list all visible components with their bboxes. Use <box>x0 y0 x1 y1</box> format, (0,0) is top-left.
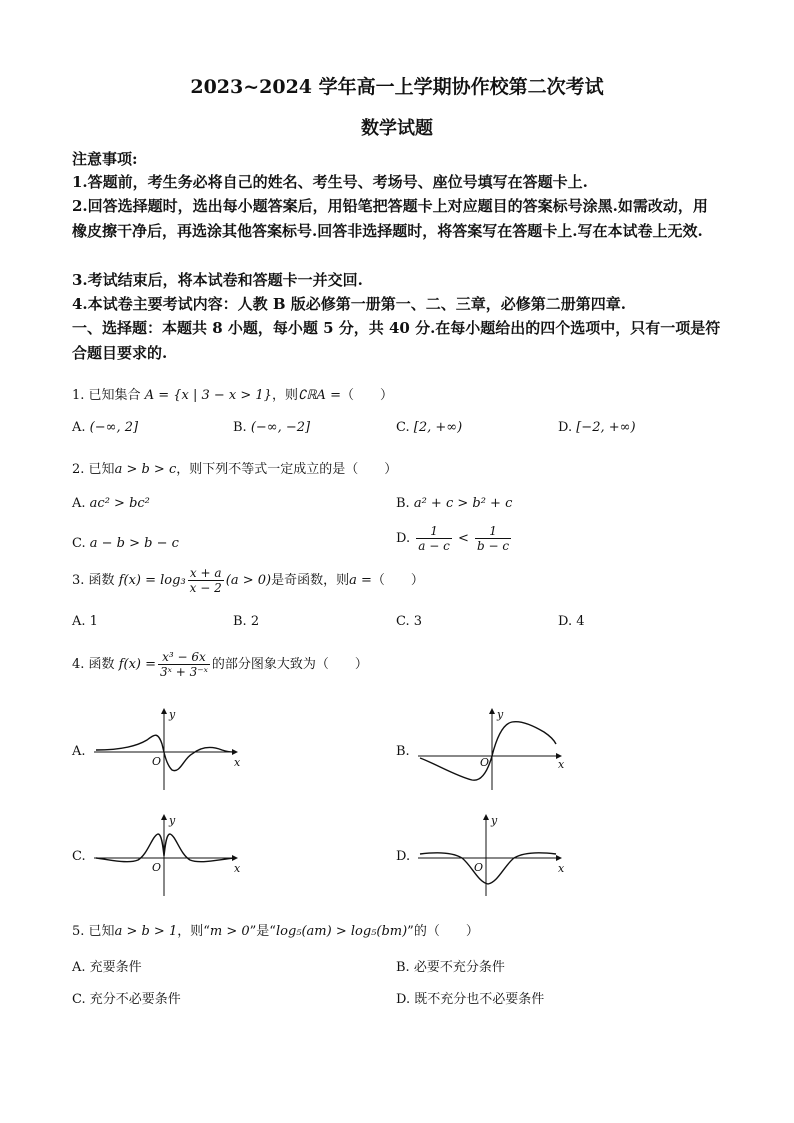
option-letter: B. <box>396 496 410 511</box>
q2-option-c <box>72 536 179 551</box>
notes-heading: 注意事项: <box>72 150 138 168</box>
fraction-numerator: 1 <box>475 524 511 539</box>
option-letter: D. <box>558 420 573 435</box>
x-axis-arrow <box>556 855 562 861</box>
q2-option-a <box>72 496 150 511</box>
graph-a <box>92 706 252 792</box>
question-number: 1. <box>72 388 85 403</box>
ask-expression: a = <box>349 573 372 588</box>
question-paren: （ ） <box>371 573 424 588</box>
y-axis-arrow <box>161 814 167 820</box>
exam-title: 2023~2024 学年高一上学期协作校第二次考试 <box>190 76 604 98</box>
option-text: 1 <box>89 614 98 629</box>
fraction <box>416 524 452 553</box>
question-3 <box>72 566 424 595</box>
option-letter: B. <box>233 614 247 629</box>
fraction-numerator: x + a <box>188 566 224 581</box>
option-text: 充要条件 <box>89 960 142 975</box>
fraction-denominator: b − c <box>476 539 510 553</box>
option-letter: A. <box>72 420 86 435</box>
q5-option-b <box>396 956 505 975</box>
option-text: 4 <box>576 614 585 629</box>
q3-option-d <box>558 614 585 629</box>
graph-d <box>416 812 576 898</box>
note-item-3: 3.考试结束后，将本试卷和答题卡一并交回. <box>72 271 363 289</box>
q3-option-b <box>233 614 259 629</box>
fraction-denominator: a − c <box>418 539 450 553</box>
question-paren: （ ） <box>340 388 393 403</box>
q3-option-a <box>72 614 98 629</box>
fraction <box>158 650 210 679</box>
question-4 <box>72 650 368 679</box>
q5-option-a <box>72 956 142 975</box>
relation-symbol: < <box>457 531 469 546</box>
y-axis-label: y <box>497 708 504 721</box>
fraction-numerator: x³ − 6x <box>158 650 210 665</box>
x-axis-label: x <box>558 862 565 875</box>
condition-expression: a > b > c <box>114 462 177 477</box>
option-text: [2, +∞) <box>413 420 463 435</box>
q2-option-b <box>396 496 512 511</box>
x-axis-label: x <box>558 758 565 771</box>
log-expression: log₅(am) > log₅(bm) <box>275 924 408 939</box>
question-text: 已知 <box>88 924 115 939</box>
q2-option-d <box>396 524 513 553</box>
section-heading: 一、选择题：本题共 8 小题，每小题 5 分，共 40 分.在每小题给出的四个选项中，只有一项是符合题目要求的. <box>72 319 721 362</box>
origin-label: O <box>480 756 490 769</box>
option-text: 既不充分也不必要条件 <box>414 992 545 1007</box>
question-number: 2. <box>72 462 85 477</box>
option-letter: B. <box>233 420 247 435</box>
set-expression: A = {x | 3 − x > 1} <box>144 388 272 403</box>
question-text: 函数 <box>88 573 115 588</box>
q4-option-c-label: C. <box>72 849 86 864</box>
option-letter: C. <box>72 992 86 1007</box>
option-letter: B. <box>396 960 410 975</box>
option-letter: D. <box>558 614 573 629</box>
question-text: ”的（ ） <box>407 924 479 939</box>
question-5 <box>72 920 479 939</box>
condition-expression: (a > 0) <box>225 573 272 588</box>
q1-option-d <box>558 420 636 435</box>
function-curve <box>420 853 556 884</box>
q4-option-d-label: D. <box>396 849 411 864</box>
option-text: a − b > b − c <box>89 536 179 551</box>
q1-option-b <box>233 420 310 435</box>
question-number: 3. <box>72 573 85 588</box>
origin-label: O <box>474 861 484 874</box>
y-axis-arrow <box>161 708 167 714</box>
note-item-4: 4.本试卷主要考试内容：人教 B 版必修第一册第一、二、三章，必修第二册第四章. <box>72 295 627 313</box>
option-text: (−∞, 2] <box>89 420 139 435</box>
y-axis-label: y <box>491 814 498 827</box>
q4-option-a-label: A. <box>72 744 86 759</box>
question-1 <box>72 384 393 403</box>
option-text: 3 <box>413 614 423 629</box>
option-letter: C. <box>396 420 410 435</box>
y-axis-label: y <box>169 814 176 827</box>
x-axis-label: x <box>234 756 241 769</box>
q5-option-c <box>72 988 181 1007</box>
question-number: 5. <box>72 924 85 939</box>
option-letter: D. <box>396 992 411 1007</box>
function-expression: f(x) = <box>118 657 157 672</box>
question-text: 函数 <box>88 657 115 672</box>
option-text: [−2, +∞) <box>576 420 636 435</box>
question-text: 已知集合 <box>88 388 141 403</box>
q5-option-d <box>396 988 544 1007</box>
question-text: ，则“ <box>177 924 210 939</box>
question-number: 4. <box>72 657 85 672</box>
fraction-denominator: 3ˣ + 3⁻ˣ <box>160 665 208 679</box>
condition-expression: a > b > 1 <box>114 924 178 939</box>
q1-option-c <box>396 420 462 435</box>
option-letter: C. <box>396 614 410 629</box>
y-axis-label: y <box>169 708 176 721</box>
question-text: 是奇函数，则 <box>271 573 350 588</box>
fraction <box>188 566 224 595</box>
question-text: 的部分图象大致为（ ） <box>211 657 368 672</box>
function-expression: f(x) = log₃ <box>118 573 186 588</box>
option-letter: D. <box>396 531 411 546</box>
question-text: ，则 <box>271 388 298 403</box>
option-letter: A. <box>72 960 86 975</box>
fraction-numerator: 1 <box>416 524 452 539</box>
complement-expression: ∁ℝA = <box>297 388 341 403</box>
condition-expression: m > 0 <box>209 924 250 939</box>
option-letter: C. <box>72 536 86 551</box>
function-curve <box>420 722 556 781</box>
option-letter: A. <box>72 496 86 511</box>
question-text: ”是“ <box>249 924 276 939</box>
note-item-2: 2.回答选择题时，选出每小题答案后，用铅笔把答题卡上对应题目的答案标号涂黑.如需改动，用橡皮擦干净后，再选涂其他答案标号.回答非选择题时，将答案写在答题卡上.写在本试卷上无效. <box>72 197 708 240</box>
exam-subtitle: 数学试题 <box>361 118 433 139</box>
q1-option-a <box>72 420 138 435</box>
q4-option-b-label: B. <box>396 744 410 759</box>
graph-b <box>416 706 576 792</box>
question-2 <box>72 458 397 477</box>
function-curve <box>96 735 234 770</box>
fraction <box>475 524 511 553</box>
option-text: 充分不必要条件 <box>89 992 181 1007</box>
option-text: ac² > bc² <box>89 496 150 511</box>
graph-c <box>92 812 252 898</box>
question-text: ，则下列不等式一定成立的是（ ） <box>176 462 398 477</box>
option-text: 2 <box>250 614 260 629</box>
x-axis-label: x <box>234 862 241 875</box>
option-text: 必要不充分条件 <box>413 960 505 975</box>
y-axis-arrow <box>483 814 489 820</box>
origin-label: O <box>152 861 162 874</box>
note-item-1: 1.答题前，考生务必将自己的姓名、考生号、考场号、座位号填写在答题卡上. <box>72 173 588 191</box>
option-letter: A. <box>72 614 86 629</box>
fraction-denominator: x − 2 <box>189 581 222 595</box>
y-axis-arrow <box>489 708 495 714</box>
option-text: (−∞, −2] <box>250 420 311 435</box>
question-text: 已知 <box>88 462 115 477</box>
option-text: a² + c > b² + c <box>413 496 513 511</box>
q3-option-c <box>396 614 422 629</box>
origin-label: O <box>152 755 162 768</box>
